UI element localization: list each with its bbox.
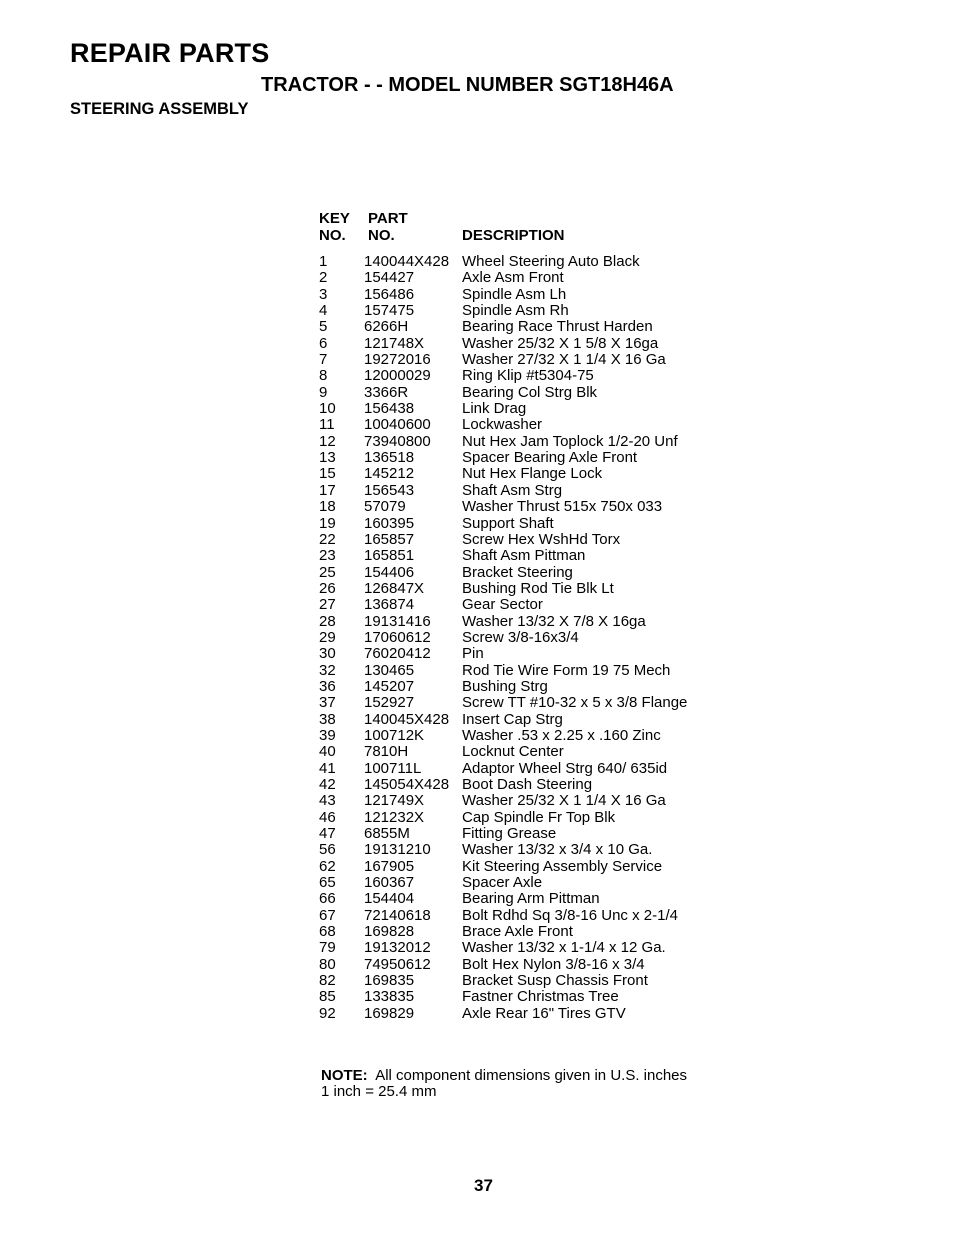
part-header-line1: PART xyxy=(368,210,408,227)
table-row xyxy=(319,565,739,581)
part-description: Gear Sector xyxy=(462,596,543,614)
key-no: 82 xyxy=(319,972,336,990)
table-row xyxy=(319,679,739,695)
part-no: 74950612 xyxy=(364,955,431,973)
key-no: 42 xyxy=(319,776,336,793)
part-no: 154406 xyxy=(364,563,415,581)
key-no: 47 xyxy=(319,825,336,843)
table-row xyxy=(319,336,739,352)
key-no: 27 xyxy=(319,596,336,614)
part-description: Screw Hex WshHd Torx xyxy=(462,530,621,548)
part-no: 165857 xyxy=(364,530,415,548)
part-description: Shaft Asm Pittman xyxy=(462,547,586,565)
key-no: 9 xyxy=(319,383,328,401)
key-no: 10 xyxy=(319,400,336,418)
key-no: 46 xyxy=(319,808,336,826)
key-no: 28 xyxy=(319,612,336,630)
key-no: 17 xyxy=(319,481,336,499)
part-description: Bushing Strg xyxy=(462,677,548,695)
table-row xyxy=(319,548,739,564)
table-row xyxy=(319,614,739,630)
part-no: 145207 xyxy=(364,677,415,695)
part-description: Rod Tie Wire Form 19 75 Mech xyxy=(462,661,671,679)
key-no: 1 xyxy=(319,253,328,270)
part-description: Spindle Asm Lh xyxy=(462,285,567,303)
table-row xyxy=(319,826,739,842)
part-description: Cap Spindle Fr Top Blk xyxy=(462,808,616,826)
part-description: Bushing Rod Tie Blk Lt xyxy=(462,579,614,597)
page-title: REPAIR PARTS xyxy=(70,38,270,68)
part-no: 133835 xyxy=(364,988,415,1006)
key-no: 3 xyxy=(319,285,328,303)
table-row xyxy=(319,499,739,515)
part-no: 73940800 xyxy=(364,432,431,450)
part-no: 157475 xyxy=(364,302,415,320)
table-row xyxy=(319,352,739,368)
part-no: 17060612 xyxy=(364,628,431,646)
key-no: 4 xyxy=(319,302,328,320)
part-description: Washer 13/32 X 7/8 X 16ga xyxy=(462,612,646,630)
part-description: Bracket Susp Chassis Front xyxy=(462,972,648,990)
table-row xyxy=(319,434,739,450)
part-description: Spindle Asm Rh xyxy=(462,302,569,320)
key-no: 62 xyxy=(319,857,336,875)
table-row xyxy=(319,270,739,286)
key-no: 65 xyxy=(319,874,336,892)
part-no: 140044X428 xyxy=(364,253,450,270)
part-no: 145054X428 xyxy=(364,776,450,793)
part-description: Washer Thrust 515x 750x 033 xyxy=(462,498,663,516)
part-description: Locknut Center xyxy=(462,743,564,761)
model-subtitle: TRACTOR - - MODEL NUMBER SGT18H46A xyxy=(261,74,674,96)
part-description: Fitting Grease xyxy=(462,825,557,843)
table-row xyxy=(319,401,739,417)
table-row xyxy=(319,793,739,809)
key-no: 2 xyxy=(319,269,328,287)
key-header-line1: KEY xyxy=(319,210,350,227)
table-row xyxy=(319,1006,739,1022)
part-no: 169828 xyxy=(364,923,415,941)
part-no: 121232X xyxy=(364,808,425,826)
part-no: 152927 xyxy=(364,694,415,712)
part-no: 160395 xyxy=(364,514,415,532)
table-row xyxy=(319,842,739,858)
note-label: NOTE: xyxy=(321,1067,368,1084)
part-description: Washer 27/32 X 1 1/4 X 16 Ga xyxy=(462,351,666,369)
key-no: 85 xyxy=(319,988,336,1006)
table-row xyxy=(319,516,739,532)
key-header-line2: NO. xyxy=(319,227,346,244)
part-no: 160367 xyxy=(364,874,415,892)
table-row xyxy=(319,695,739,711)
part-no: 156543 xyxy=(364,481,415,499)
part-description: Washer .53 x 2.25 x .160 Zinc xyxy=(462,726,661,744)
part-no: 3366R xyxy=(364,383,409,401)
part-description: Shaft Asm Strg xyxy=(462,481,563,499)
key-no: 41 xyxy=(319,759,336,777)
part-description: Link Drag xyxy=(462,400,527,418)
part-no: 76020412 xyxy=(364,645,431,663)
key-no: 43 xyxy=(319,792,336,810)
part-no: 154427 xyxy=(364,269,415,287)
part-no: 19272016 xyxy=(364,351,431,369)
part-description: Spacer Bearing Axle Front xyxy=(462,449,638,467)
table-row xyxy=(319,712,739,728)
part-no: 6855M xyxy=(364,825,410,843)
table-row xyxy=(319,597,739,613)
table-row xyxy=(319,303,739,319)
table-row xyxy=(319,744,739,760)
part-no: 136874 xyxy=(364,596,415,614)
table-row xyxy=(319,581,739,597)
part-description: Bolt Rdhd Sq 3/8-16 Unc x 2-1/4 xyxy=(462,906,678,924)
table-row xyxy=(319,891,739,907)
part-description: Adaptor Wheel Strg 640/ 635id xyxy=(462,759,668,777)
part-description: Insert Cap Strg xyxy=(462,710,563,728)
key-no: 22 xyxy=(319,530,336,548)
part-description: Brace Axle Front xyxy=(462,923,573,941)
page-number: 37 xyxy=(474,1176,493,1195)
part-no: 169829 xyxy=(364,1004,415,1022)
part-description: Bolt Hex Nylon 3/8-16 x 3/4 xyxy=(462,955,645,973)
key-no: 23 xyxy=(319,547,336,565)
part-description: Bearing Race Thrust Harden xyxy=(462,318,653,336)
table-row xyxy=(319,777,739,793)
table-row xyxy=(319,908,739,924)
key-no: 29 xyxy=(319,628,336,646)
key-no: 25 xyxy=(319,563,336,581)
table-row xyxy=(319,417,739,433)
part-no: 169835 xyxy=(364,972,415,990)
parts-list xyxy=(319,254,739,1022)
part-description: Bearing Col Strg Blk xyxy=(462,383,598,401)
part-no: 154404 xyxy=(364,890,415,908)
table-row xyxy=(319,319,739,335)
note-text: All component dimensions given in U.S. inches xyxy=(375,1067,688,1084)
key-no: 30 xyxy=(319,645,336,663)
key-no: 38 xyxy=(319,710,336,728)
table-row xyxy=(319,630,739,646)
part-no: 167905 xyxy=(364,857,415,875)
part-description: Washer 13/32 x 3/4 x 10 Ga. xyxy=(462,841,653,859)
key-no: 15 xyxy=(319,465,336,483)
key-no: 19 xyxy=(319,514,336,532)
key-no: 13 xyxy=(319,449,336,467)
part-no: 165851 xyxy=(364,547,415,565)
part-description: Bracket Steering xyxy=(462,563,573,581)
table-row xyxy=(319,287,739,303)
table-row xyxy=(319,728,739,744)
key-no: 68 xyxy=(319,923,336,941)
part-no: 57079 xyxy=(364,498,406,516)
part-description: Axle Asm Front xyxy=(462,269,564,287)
units-note xyxy=(321,1068,687,1100)
part-description: Ring Klip #t5304-75 xyxy=(462,367,594,385)
key-no: 39 xyxy=(319,726,336,744)
key-no: 8 xyxy=(319,367,328,385)
key-no: 26 xyxy=(319,579,336,597)
table-row xyxy=(319,466,739,482)
part-description: Wheel Steering Auto Black xyxy=(462,253,640,270)
part-no: 136518 xyxy=(364,449,415,467)
table-row xyxy=(319,810,739,826)
part-no: 19131210 xyxy=(364,841,431,859)
part-no: 145212 xyxy=(364,465,415,483)
note-line xyxy=(321,1068,687,1084)
table-row xyxy=(319,483,739,499)
table-row xyxy=(319,663,739,679)
table-row xyxy=(319,957,739,973)
part-no: 126847X xyxy=(364,579,425,597)
part-description: Pin xyxy=(462,645,484,663)
table-row xyxy=(319,532,739,548)
key-no: 79 xyxy=(319,939,336,957)
part-no: 121749X xyxy=(364,792,425,810)
part-header-line2: NO. xyxy=(368,227,395,244)
part-description: Fastner Christmas Tree xyxy=(462,988,619,1006)
part-no: 6266H xyxy=(364,318,409,336)
part-description: Screw TT #10-32 x 5 x 3/8 Flange xyxy=(462,694,688,712)
table-row xyxy=(319,940,739,956)
key-no: 32 xyxy=(319,661,336,679)
key-no: 12 xyxy=(319,432,336,450)
part-no: 156438 xyxy=(364,400,415,418)
key-no: 18 xyxy=(319,498,336,516)
part-no: 19131416 xyxy=(364,612,431,630)
part-no: 121748X xyxy=(364,334,425,352)
part-no: 130465 xyxy=(364,661,415,679)
table-row xyxy=(319,859,739,875)
key-no: 6 xyxy=(319,334,328,352)
part-no: 156486 xyxy=(364,285,415,303)
conversion-text: 1 inch = 25.4 mm xyxy=(321,1083,437,1100)
key-no: 37 xyxy=(319,694,336,712)
part-description: Nut Hex Jam Toplock 1/2-20 Unf xyxy=(462,432,678,450)
table-row xyxy=(319,875,739,891)
section-heading: STEERING ASSEMBLY xyxy=(70,100,249,118)
part-no: 12000029 xyxy=(364,367,431,385)
table-row xyxy=(319,761,739,777)
table-row xyxy=(319,368,739,384)
part-description: Kit Steering Assembly Service xyxy=(462,857,663,875)
table-row xyxy=(319,924,739,940)
part-description: Washer 25/32 X 1 1/4 X 16 Ga xyxy=(462,792,666,810)
key-no: 92 xyxy=(319,1004,336,1022)
description-header: DESCRIPTION xyxy=(462,227,565,244)
part-no: 140045X428 xyxy=(364,710,450,728)
part-no: 19132012 xyxy=(364,939,431,957)
part-description: Bearing Arm Pittman xyxy=(462,890,600,908)
table-row xyxy=(319,254,739,270)
part-no: 7810H xyxy=(364,743,409,761)
key-no: 40 xyxy=(319,743,336,761)
part-description: Axle Rear 16" Tires GTV xyxy=(462,1004,626,1022)
part-description: Support Shaft xyxy=(462,514,554,532)
table-row xyxy=(319,989,739,1005)
key-no: 11 xyxy=(319,416,335,434)
part-description: Screw 3/8-16x3/4 xyxy=(462,628,579,646)
part-no: 72140618 xyxy=(364,906,431,924)
table-row xyxy=(319,646,739,662)
part-no: 100711L xyxy=(364,759,422,777)
part-description: Boot Dash Steering xyxy=(462,776,593,793)
part-description: Spacer Axle xyxy=(462,874,543,892)
part-description: Washer 13/32 x 1-1/4 x 12 Ga. xyxy=(462,939,666,957)
key-no: 67 xyxy=(319,906,336,924)
key-no: 56 xyxy=(319,841,336,859)
table-row xyxy=(319,973,739,989)
part-no: 100712K xyxy=(364,726,425,744)
part-description: Nut Hex Flange Lock xyxy=(462,465,603,483)
key-no: 36 xyxy=(319,677,336,695)
part-description: Lockwasher xyxy=(462,416,543,434)
key-no: 7 xyxy=(319,351,328,369)
key-no: 66 xyxy=(319,890,336,908)
key-no: 5 xyxy=(319,318,328,336)
key-no: 80 xyxy=(319,955,336,973)
part-no: 10040600 xyxy=(364,416,431,434)
table-row xyxy=(319,385,739,401)
part-description: Washer 25/32 X 1 5/8 X 16ga xyxy=(462,334,659,352)
table-row xyxy=(319,450,739,466)
